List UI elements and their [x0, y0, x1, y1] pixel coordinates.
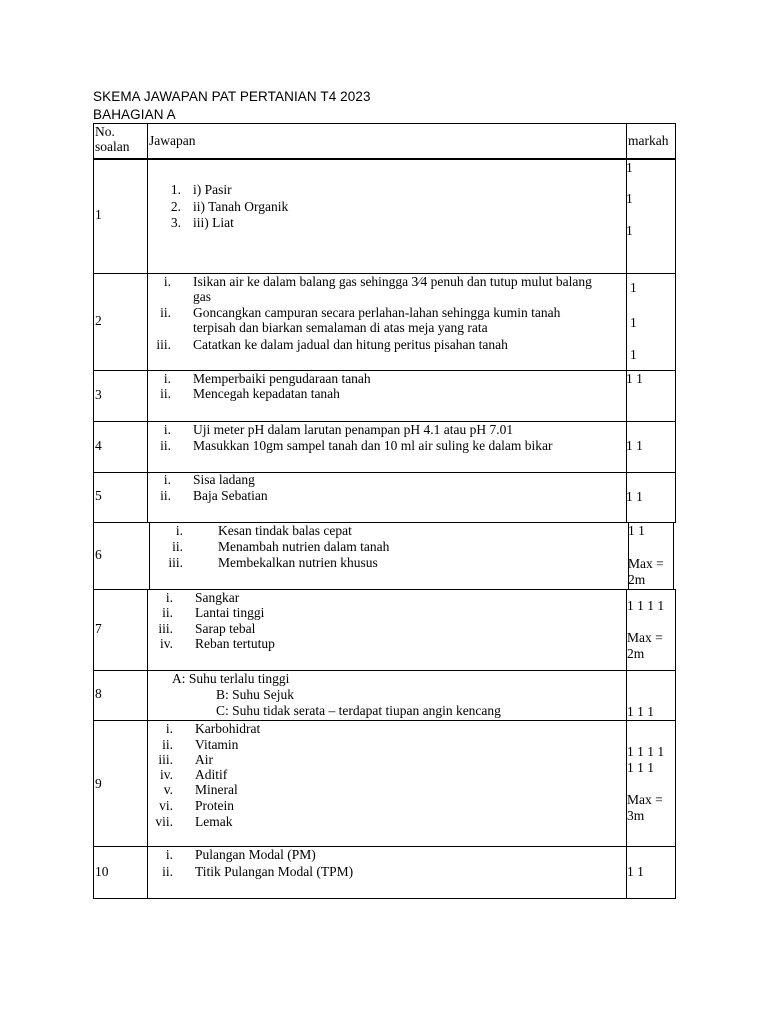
item-numeral: i. [165, 590, 173, 605]
answer-text: Pulangan Modal (PM) [195, 847, 316, 862]
table-row [93, 589, 676, 671]
answer-text: i) Pasir [193, 182, 232, 197]
column-header-no-line2: soalan [95, 139, 130, 154]
marks-value: 1 1 [626, 438, 643, 453]
marks-value: 1 [630, 315, 637, 330]
marks-value: 1 1 1 1 [627, 598, 665, 613]
answer-text: Isikan air ke dalam balang gas sehingga 3⁄4 penuh dan tutup mulut balang [193, 274, 592, 289]
question-number: 1 [95, 207, 102, 222]
marks-value: Max = [627, 792, 663, 807]
item-numeral: iii. [156, 337, 171, 352]
item-numeral: v. [163, 782, 173, 797]
item-numeral: vi. [159, 798, 173, 813]
answer-text: Menambah nutrien dalam tanah [218, 539, 390, 554]
answer-text: Kesan tindak balas cepat [218, 523, 352, 538]
answer-text: Sisa ladang [193, 472, 255, 487]
marks-value: 2m [628, 572, 646, 587]
marks-value: 1 1 1 1 [627, 744, 665, 759]
item-numeral: ii. [172, 539, 183, 554]
answer-text: Memperbaiki pengudaraan tanah [193, 371, 371, 386]
marks-value: 1 1 [628, 523, 645, 538]
item-numeral: iii. [158, 752, 173, 767]
item-numeral: i. [175, 523, 183, 538]
item-numeral: iv. [160, 767, 173, 782]
marks-value: 3m [627, 808, 645, 823]
marks-value: 1 [626, 223, 633, 238]
item-numeral: ii. [162, 864, 173, 879]
answer-text: Sangkar [195, 590, 240, 605]
answer-text: Lantai tinggi [195, 605, 265, 620]
question-number: 7 [95, 621, 102, 636]
item-numeral: i. [163, 371, 171, 386]
item-numeral: 1. [170, 182, 181, 197]
item-numeral: i. [165, 721, 173, 736]
table-row [93, 720, 676, 847]
table-row [93, 846, 676, 899]
column-header-no-line1: No. [95, 124, 115, 139]
table-row [93, 472, 676, 523]
answer-text: Mineral [195, 782, 238, 797]
answer-text: B: Suhu Sejuk [216, 687, 295, 702]
item-numeral: iii. [168, 555, 183, 570]
marks-value: 1 1 [627, 864, 644, 879]
marks-value: 1 1 1 [627, 704, 654, 719]
item-numeral: ii. [160, 488, 171, 503]
answer-text: Lemak [195, 814, 233, 829]
answer-text: iii) Liat [193, 215, 234, 230]
column-divider [626, 159, 627, 273]
item-numeral: ii. [160, 386, 171, 401]
item-numeral: 2. [170, 199, 181, 214]
column-header-marks: markah [628, 133, 669, 148]
marks-value: 1 1 1 [627, 760, 654, 775]
item-numeral: ii. [162, 605, 173, 620]
question-number: 10 [95, 864, 109, 879]
question-number: 5 [95, 488, 102, 503]
item-numeral: i. [163, 274, 171, 289]
marks-value: 1 [630, 347, 637, 362]
item-numeral: iii. [158, 621, 173, 636]
marks-value: 1 [626, 191, 633, 206]
column-divider [626, 273, 627, 370]
item-numeral: i. [163, 472, 171, 487]
item-numeral: vii. [155, 814, 173, 829]
column-divider [626, 720, 627, 846]
answer-text: Baja Sebatian [193, 488, 268, 503]
marks-value: 1 1 [626, 489, 643, 504]
marks-value: 1 [630, 280, 637, 295]
answer-text: Goncangkan campuran secara perlahan-lahan sehingga kumin tanah [193, 305, 561, 320]
item-numeral: ii. [162, 737, 173, 752]
marks-value: 1 [626, 160, 633, 175]
table-row [93, 370, 676, 422]
question-number: 8 [95, 686, 102, 701]
marks-value: Max = [627, 630, 663, 645]
answer-text: Vitamin [195, 737, 239, 752]
question-number: 9 [95, 776, 102, 791]
answer-text: Sarap tebal [195, 621, 256, 636]
item-numeral: iv. [160, 636, 173, 651]
question-number: 4 [95, 438, 102, 453]
answer-text: Catatkan ke dalam jadual dan hitung peritus pisahan tanah [193, 337, 508, 352]
answer-text: Membekalkan nutrien khusus [218, 555, 378, 570]
question-number: 3 [95, 387, 102, 402]
answer-text: A: Suhu terlalu tinggi [172, 671, 290, 686]
question-number: 6 [95, 547, 102, 562]
item-numeral: 3. [170, 215, 181, 230]
answer-text: C: Suhu tidak serata – terdapat tiupan angin kencang [216, 703, 501, 718]
question-number: 2 [95, 313, 102, 328]
answer-text: Protein [195, 798, 234, 813]
marks-value: Max = [628, 556, 664, 571]
column-header-answer: Jawapan [149, 133, 196, 148]
document-title: SKEMA JAWAPAN PAT PERTANIAN T4 2023 [93, 89, 371, 104]
answer-text: Titik Pulangan Modal (TPM) [195, 864, 354, 879]
item-numeral: ii. [160, 305, 171, 320]
column-divider [147, 670, 148, 720]
marks-value: 1 1 [626, 371, 643, 386]
answer-text: Aditif [195, 767, 228, 782]
answer-text: Masukkan 10gm sampel tanah dan 10 ml air suling ke dalam bikar [193, 438, 553, 453]
section-heading: BAHAGIAN A [93, 107, 176, 122]
answer-text: Air [195, 752, 213, 767]
answer-text: Reban tertutup [195, 636, 275, 651]
answer-text: Uji meter pH dalam larutan penampan pH 4.1 atau pH 7.01 [193, 422, 514, 437]
item-numeral: i. [165, 847, 173, 862]
item-numeral: i. [163, 422, 171, 437]
answer-text: ii) Tanah Organik [193, 199, 289, 214]
marks-value: 2m [627, 646, 645, 661]
answer-text-continued: terpisah dan biarkan semalaman di atas meja yang rata [193, 320, 488, 335]
answer-text-continued: gas [193, 289, 211, 304]
item-numeral: ii. [160, 438, 171, 453]
answer-text: Mencegah kepadatan tanah [193, 386, 340, 401]
answer-text: Karbohidrat [195, 721, 261, 736]
